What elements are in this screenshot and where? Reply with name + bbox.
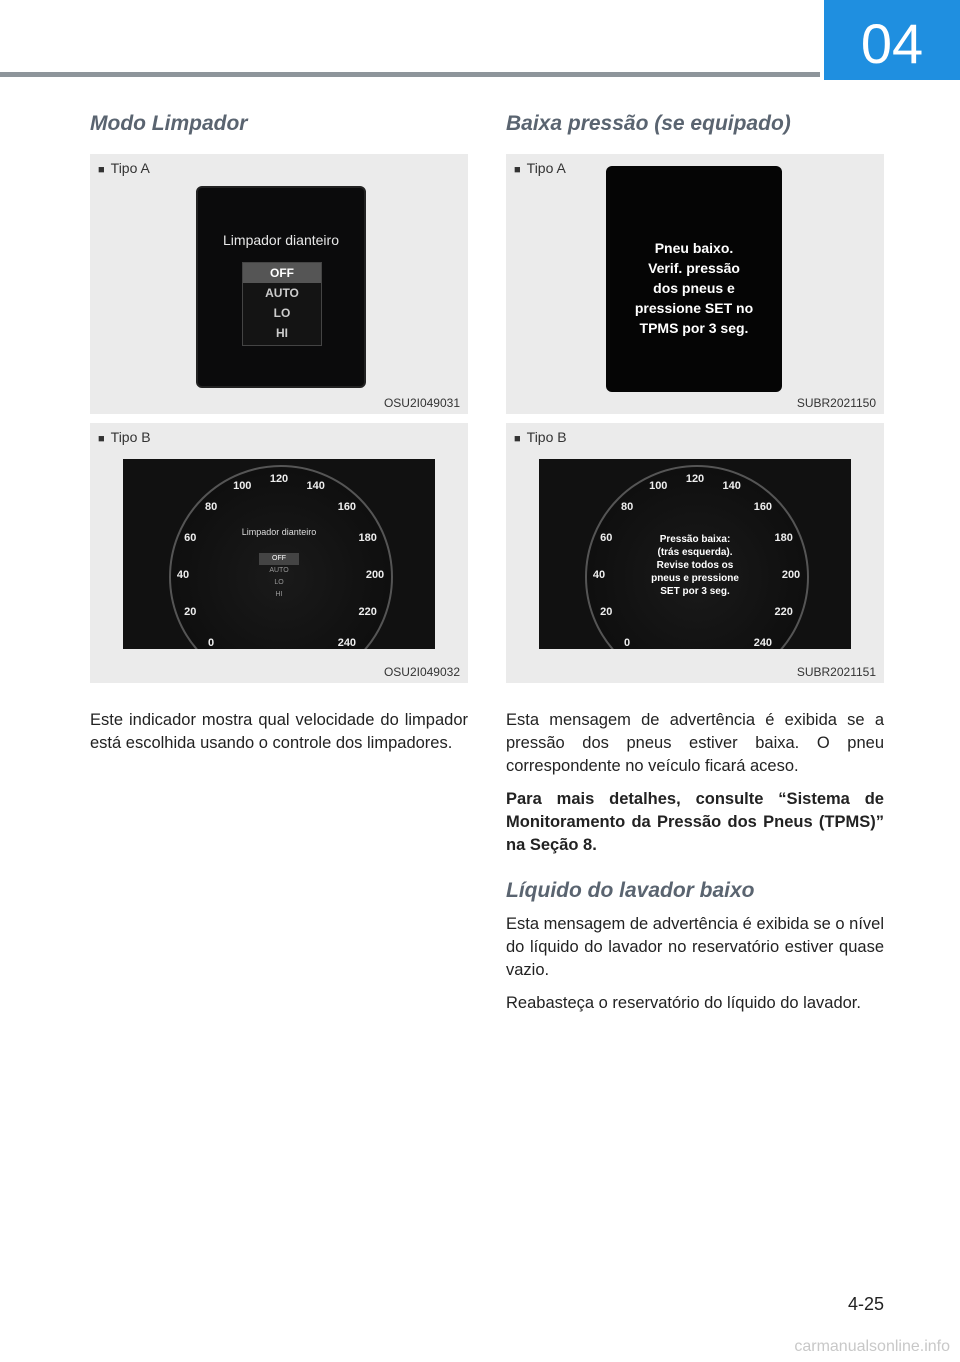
speed-tick-label: 140 xyxy=(306,480,325,493)
figure-code: OSU2I049032 xyxy=(383,665,460,679)
warning-message: Pneu baixo. Verif. pressão dos pneus e pressione SET no TPMS por 3 seg. xyxy=(634,240,754,336)
speedometer-cluster xyxy=(123,459,435,649)
figure-wiper-type-a xyxy=(90,154,468,414)
speed-tick-label: 140 xyxy=(722,480,741,493)
speed-tick-label: 220 xyxy=(358,605,377,618)
speed-tick-label: 60 xyxy=(600,532,613,545)
speed-tick-label: 160 xyxy=(337,501,357,514)
speedometer-cluster xyxy=(539,459,851,649)
speed-tick-label: 120 xyxy=(685,473,705,485)
header-rule xyxy=(0,72,820,77)
menu-option: OFF xyxy=(243,263,321,283)
speed-tick-label: 240 xyxy=(753,636,773,649)
tpms-display-screen xyxy=(606,166,782,392)
figure-tpms-type-a xyxy=(506,154,884,414)
speed-tick-label: 160 xyxy=(753,501,773,514)
paragraph: Esta mensagem de advertência é exibida se o nível do líquido do lavador no reservatório estiver quase vazio. xyxy=(506,915,884,979)
speed-tick-label: 0 xyxy=(208,636,215,649)
figure-code: SUBR2021150 xyxy=(796,396,876,410)
menu-option: AUTO xyxy=(269,567,289,574)
speed-tick-label: 180 xyxy=(358,532,377,545)
section-title-tire-pressure: Baixa pressão (se equipado) xyxy=(506,112,791,135)
speed-tick-label: 80 xyxy=(204,501,218,514)
paragraph-reference: Para mais detalhes, consulte “Sistema de Monitoramento da Pressão dos Pneus (TPMS)” na Seção 8. xyxy=(506,790,884,854)
right-column xyxy=(506,100,884,1025)
menu-option: OFF xyxy=(259,553,299,565)
section-title-wiper: Modo Limpador xyxy=(90,112,248,135)
speed-tick-label: 60 xyxy=(184,532,197,545)
speed-tick-label: 100 xyxy=(649,480,668,493)
paragraph: Esta mensagem de advertência é exibida se a pressão dos pneus estiver baixa. O pneu correspondente no veículo ficará aceso. xyxy=(506,711,884,775)
left-column xyxy=(90,100,468,765)
speed-tick-label: 20 xyxy=(184,605,197,618)
figure-wiper-type-b xyxy=(90,423,468,683)
speed-tick-label: 0 xyxy=(624,636,631,649)
warning-message: Pressão baixa: (trás esquerda). Revise todos os pneus e pressione SET por 3 seg. xyxy=(651,534,739,597)
figure-label: ■ Tipo B xyxy=(514,429,567,445)
wiper-menu xyxy=(259,553,299,601)
speed-tick-label: 40 xyxy=(176,569,190,581)
menu-option: HI xyxy=(276,326,288,340)
speed-tick-label: 120 xyxy=(269,473,289,485)
figure-code: OSU2I049031 xyxy=(383,396,460,410)
screen-title: Limpador dianteiro xyxy=(241,527,317,537)
menu-option: LO xyxy=(273,306,291,320)
figure-label: ■ Tipo A xyxy=(514,160,566,176)
speed-tick-label: 200 xyxy=(781,569,801,581)
speed-tick-label: 200 xyxy=(365,569,385,581)
page-number: 4-25 xyxy=(847,1294,884,1314)
watermark: carmanualsonline.info xyxy=(794,1338,950,1355)
paragraph: Reabasteça o reservatório do líquido do lavador. xyxy=(506,994,861,1012)
speed-tick-label: 100 xyxy=(233,480,252,493)
figure-label: ■ Tipo A xyxy=(98,160,150,176)
menu-option: LO xyxy=(274,579,284,586)
figure-tpms-type-b xyxy=(506,423,884,683)
figure-label: ■ Tipo B xyxy=(98,429,151,445)
figure-code: SUBR2021151 xyxy=(796,665,876,679)
menu-option: AUTO xyxy=(265,286,299,300)
speed-tick-label: 20 xyxy=(600,605,613,618)
menu-option: HI xyxy=(275,591,283,598)
section-title-washer: Líquido do lavador baixo xyxy=(506,879,755,902)
wiper-menu xyxy=(242,262,322,346)
screen-title: Limpador dianteiro xyxy=(223,232,339,248)
speed-tick-label: 220 xyxy=(774,605,793,618)
paragraph: Este indicador mostra qual velocidade do limpador está escolhida usando o controle dos limpadores. xyxy=(90,711,468,752)
speed-tick-label: 40 xyxy=(592,569,606,581)
speed-tick-label: 80 xyxy=(620,501,634,514)
wiper-display-screen xyxy=(196,186,366,388)
speed-tick-label: 240 xyxy=(337,636,357,649)
chapter-tab: 04 xyxy=(824,0,960,80)
speed-tick-label: 180 xyxy=(774,532,793,545)
